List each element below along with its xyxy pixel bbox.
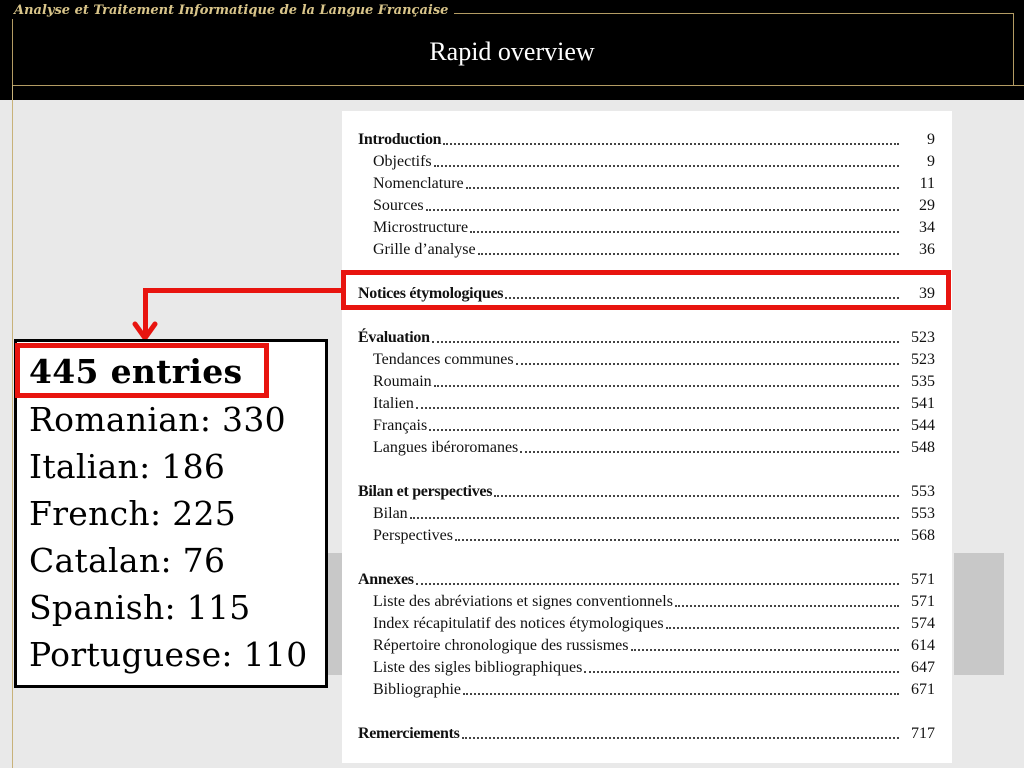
toc-leader-dots	[410, 517, 899, 519]
toc-leader-dots	[675, 605, 899, 607]
toc-entry-page: 541	[911, 395, 935, 412]
language-count: Catalan: 76	[29, 541, 226, 580]
toc-entry-page: 39	[919, 285, 935, 302]
toc-entry	[373, 416, 935, 436]
toc-entry-label: Français	[373, 417, 428, 434]
language-count: Romanian: 330	[29, 400, 286, 439]
language-count: Italian: 186	[29, 447, 226, 486]
toc-entry-page: 29	[919, 197, 935, 214]
toc-leader-dots	[462, 737, 899, 739]
toc-leader-dots	[426, 209, 899, 211]
toc-entry-page: 9	[927, 153, 935, 170]
toc-leader-dots	[416, 583, 899, 585]
toc-leader-dots	[470, 231, 899, 233]
toc-leader-dots	[666, 627, 899, 629]
toc-entry	[358, 130, 935, 150]
toc-entry-page: 548	[911, 439, 935, 456]
toc-entry	[373, 196, 935, 216]
toc-leader-dots	[434, 165, 899, 167]
toc-entry-page: 614	[911, 637, 935, 654]
toc-entry-label: Tendances communes	[373, 351, 514, 368]
toc-entry-label: Liste des sigles bibliographiques	[373, 659, 583, 676]
toc-entry	[373, 438, 935, 458]
toc-entry-page: 34	[919, 219, 935, 236]
toc-entry	[373, 614, 935, 634]
toc-entry	[373, 174, 935, 194]
toc-entry	[373, 526, 935, 546]
toc-entry-label: Introduction	[358, 131, 442, 148]
toc-entry	[358, 570, 935, 590]
toc-entry-label: Grille d’analyse	[373, 241, 476, 258]
toc-entry-page: 544	[911, 417, 935, 434]
toc-leader-dots	[584, 671, 899, 673]
toc-entry	[373, 680, 935, 700]
toc-entry	[373, 152, 935, 172]
toc-entry-label: Remerciements	[358, 725, 460, 742]
toc-entry-page: 523	[911, 351, 935, 368]
toc-entry-page: 574	[911, 615, 935, 632]
toc-entry	[358, 724, 935, 744]
toc-entry	[358, 482, 935, 502]
toc-entry	[373, 504, 935, 524]
toc-entry	[373, 592, 935, 612]
toc-entry-label: Annexes	[358, 571, 414, 588]
toc-highlight-box	[341, 270, 951, 310]
toc-leader-dots	[455, 539, 899, 541]
toc-entry	[373, 350, 935, 370]
toc-entry	[373, 394, 935, 414]
toc-entry	[373, 240, 935, 260]
language-count: Portuguese: 110	[29, 635, 308, 674]
toc-leader-dots	[631, 649, 900, 651]
total-entries: 445 entries	[29, 352, 243, 391]
toc-leader-dots	[494, 495, 899, 497]
left-gold-rule	[12, 85, 13, 768]
slide-title: Rapid overview	[429, 37, 595, 66]
toc-leader-dots	[432, 341, 899, 343]
toc-entry-label: Italien	[373, 395, 414, 412]
toc-leader-dots	[434, 385, 899, 387]
toc-entry-page: 671	[911, 681, 935, 698]
toc-entry	[373, 636, 935, 656]
arrow-connector-horizontal	[143, 288, 343, 293]
header-frame-rule	[12, 85, 1024, 86]
toc-entry-label: Sources	[373, 197, 424, 214]
toc-entry-label: Répertoire chronologique des russismes	[373, 637, 629, 654]
table-of-contents-image	[342, 111, 952, 763]
toc-entry-page: 553	[911, 505, 935, 522]
toc-entry-page: 571	[911, 571, 935, 588]
toc-entry	[358, 328, 935, 348]
toc-entry	[373, 218, 935, 238]
toc-leader-dots	[520, 451, 899, 453]
total-entries-highlight	[15, 343, 269, 398]
toc-entry-page: 535	[911, 373, 935, 390]
toc-entry-page: 568	[911, 527, 935, 544]
toc-entry-page: 571	[911, 593, 935, 610]
toc-entry-label: Nomenclature	[373, 175, 464, 192]
toc-leader-dots	[443, 143, 899, 145]
toc-leader-dots	[466, 187, 899, 189]
toc-entry-label: Notices étymologiques	[358, 285, 504, 302]
toc-entry-label: Index récapitulatif des notices étymologiques	[373, 615, 664, 632]
toc-entry-label: Bibliographie	[373, 681, 461, 698]
toc-entry-page: 647	[911, 659, 935, 676]
toc-entry-page: 9	[927, 131, 935, 148]
toc-leader-dots	[516, 363, 899, 365]
institution-name: Analyse et Traitement Informatique de la Langue Française	[10, 3, 454, 19]
language-count: French: 225	[29, 494, 237, 533]
toc-entry-label: Microstructure	[373, 219, 469, 236]
toc-entry	[373, 658, 935, 678]
toc-entry-page: 11	[919, 175, 935, 192]
toc-entry	[373, 372, 935, 392]
toc-entry-label: Objectifs	[373, 153, 432, 170]
language-count: Spanish: 115	[29, 588, 251, 627]
toc-entry-label: Liste des abréviations et signes conventionnels	[373, 593, 673, 610]
toc-entry-label: Perspectives	[373, 527, 453, 544]
toc-entry-page: 36	[919, 241, 935, 258]
toc-leader-dots	[416, 407, 899, 409]
toc-entry-label: Bilan et perspectives	[358, 483, 493, 500]
toc-entry-page: 523	[911, 329, 935, 346]
toc-leader-dots	[463, 693, 899, 695]
slide-header	[0, 0, 1024, 100]
toc-entry-label: Évaluation	[358, 329, 430, 346]
toc-leader-dots	[429, 429, 899, 431]
toc-entry-label: Bilan	[373, 505, 408, 522]
gray-band-right	[954, 553, 1004, 675]
toc-leader-dots	[478, 253, 899, 255]
toc-entry-label: Roumain	[373, 373, 432, 390]
toc-entry-page: 553	[911, 483, 935, 500]
toc-entry-label: Langues ibéroromanes	[373, 439, 519, 456]
toc-entry-page: 717	[911, 725, 935, 742]
